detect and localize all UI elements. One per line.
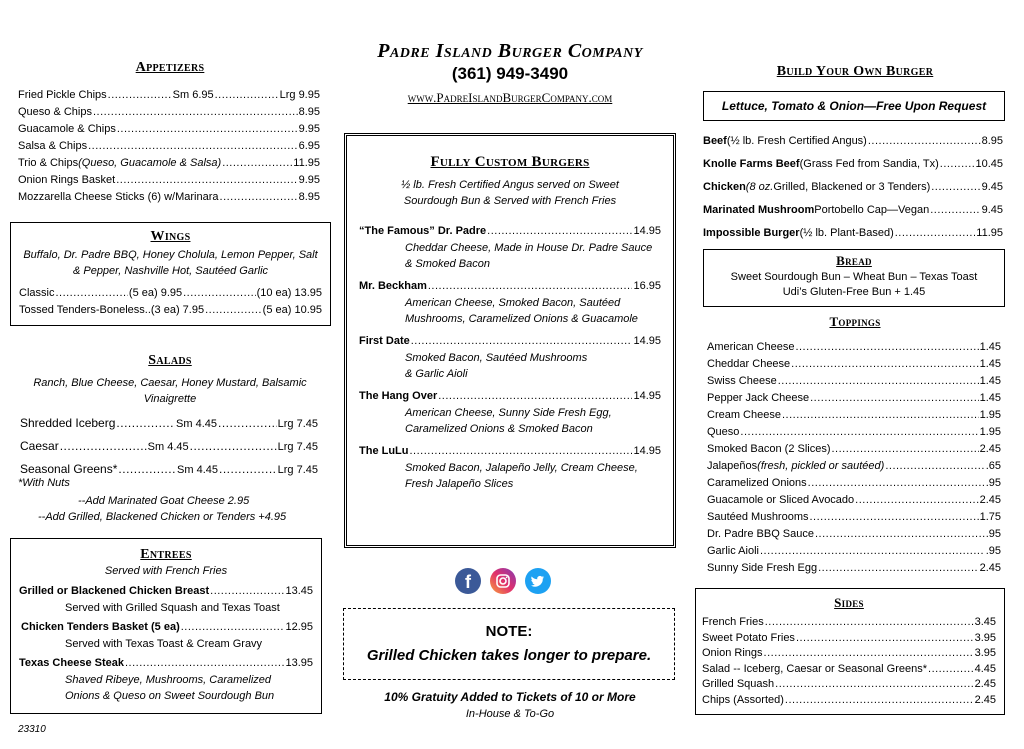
byob-banner: Lettuce, Tomato & Onion—Free Upon Request (703, 91, 1005, 121)
custom-burgers-title: Fully Custom Burgers (430, 154, 590, 170)
bread-gluten-free: Udi’s Gluten-Free Bun + 1.45 (782, 286, 926, 298)
list-item: Garlic Aioli ..... .95 (707, 543, 1001, 560)
sides-list (702, 615, 996, 708)
list-item: Caesar ..... Sm 4.45 ..... Lrg 7.45 (20, 435, 318, 458)
list-item: Guacamole & Chips ..... 9.95 (18, 121, 320, 138)
list-item: Dr. Padre BBQ Sauce ..... .95 (707, 526, 1001, 543)
bread-title: Bread (836, 253, 872, 268)
list-item: Sautéed Mushrooms ..... 1.75 (707, 509, 1001, 526)
burger-item: The Hang Over ..... 14.95 American Cheese, Sunny Side Fresh Egg, Caramelized Onions & Smoked Bacon (359, 388, 661, 437)
gratuity-subline: In-House & To-Go (465, 708, 555, 720)
list-item: Salsa & Chips ..... 6.95 (18, 138, 320, 155)
wings-title: Wings (150, 229, 191, 244)
note-box (343, 608, 675, 680)
list-item: Shredded Iceberg ..... Sm 4.45 ..... Lrg 7.45 (20, 412, 318, 435)
list-item: Grilled or Blackened Chicken Breast ..... 13.45 (19, 583, 313, 600)
list-item: American Cheese ..... 1.45 (707, 339, 1001, 356)
burger-item: “The Famous” Dr. Padre ..... 14.95 Cheddar Cheese, Made in House Dr. Padre Sauce & Smoked Bacon (359, 223, 661, 272)
toppings-list (707, 339, 1001, 577)
burger-item: First Date ..... 14.95 Smoked Bacon, Sautéed Mushrooms & Garlic Aioli (359, 333, 661, 382)
entree-desc: Onions & Queso on Sweet Sourdough Bun (65, 690, 275, 702)
list-item: Sweet Potato Fries ..... 3.95 (702, 631, 996, 647)
appetizers-list (18, 87, 320, 206)
list-item: Chips (Assorted) ..... 2.45 (702, 693, 996, 709)
list-item: Swiss Cheese ..... 1.45 (707, 373, 1001, 390)
list-item: Tossed Tenders-Boneless.. (3 ea) 7.95 ..... (5 ea) 10.95 (19, 302, 322, 319)
salads-addon-goat: --Add Marinated Goat Cheese 2.95 (78, 495, 250, 507)
list-item: Jalapeños (fresh, pickled or sautéed) ..... .65 (707, 458, 1001, 475)
appetizers-title: Appetizers (135, 60, 205, 75)
phone-number: (361) 949-3490 (451, 64, 569, 83)
sides-title: Sides (834, 595, 864, 610)
custom-burgers-intro: ½ lb. Fresh Certified Angus served on Sweet (401, 179, 619, 191)
twitter-icon[interactable] (525, 568, 551, 594)
bread-box (703, 249, 1005, 307)
list-item: Seasonal Greens* ..... Sm 4.45 ..... Lrg 7.45 (20, 458, 318, 481)
note-title: NOTE: (485, 623, 533, 640)
list-item: Chicken (8 oz. Grilled, Blackened or 3 Tenders) ..... 9.45 (703, 176, 1003, 199)
salads-title: Salads (148, 353, 192, 368)
entrees-box (10, 538, 322, 714)
byob-list (703, 130, 1003, 245)
entree-desc: Shaved Ribeye, Mushrooms, Caramelized (65, 674, 272, 686)
list-item: Pepper Jack Cheese ..... 1.45 (707, 390, 1001, 407)
list-item: Queso & Chips ..... 8.95 (18, 104, 320, 121)
list-item: Onion Rings ..... 3.95 (702, 646, 996, 662)
entrees-subtitle: Served with French Fries (104, 565, 228, 577)
list-item: Chicken Tenders Basket (5 ea) ..... 12.95 (19, 619, 313, 636)
list-item: Impossible Burger (½ lb. Plant-Based) ..... 11.95 (703, 222, 1003, 245)
list-item: Knolle Farms Beef (Grass Fed from Sandia, Tx) ..... 10.45 (703, 153, 1003, 176)
list-item: Salad -- Iceberg, Caesar or Seasonal Greens* ..... 4.45 (702, 662, 996, 678)
entrees-title: Entrees (140, 547, 192, 562)
list-item: Fried Pickle Chips ..... Sm 6.95 ..... Lrg 9.95 (18, 87, 320, 104)
wings-box (10, 222, 331, 326)
custom-burgers-intro: Sourdough Bun & Served with French Fries (403, 195, 617, 207)
list-item: Cream Cheese ..... 1.95 (707, 407, 1001, 424)
instagram-icon[interactable] (490, 568, 516, 594)
list-item: Smoked Bacon (2 Slices) ..... 2.45 (707, 441, 1001, 458)
list-item: Texas Cheese Steak ..... 13.95 (19, 655, 313, 672)
gratuity-line: 10% Gratuity Added to Tickets of 10 or More (384, 690, 636, 704)
entree-desc: Served with Texas Toast & Cream Gravy (65, 638, 263, 650)
burger-item: The LuLu ..... 14.95 Smoked Bacon, Jalapeño Jelly, Cream Cheese, Fresh Jalapeño Slices (359, 443, 661, 492)
note-text: Grilled Chicken takes longer to prepare. (366, 647, 652, 664)
list-item: Classic ..... (5 ea) 9.95 ..... (10 ea) 13.95 (19, 285, 322, 302)
toppings-title: Toppings (829, 314, 881, 329)
byob-title: Build Your Own Burger (776, 64, 934, 79)
entree-desc: Served with Grilled Squash and Texas Toast (65, 602, 280, 614)
website-link[interactable]: www.PadreIslandBurgerCompany.com (407, 90, 613, 105)
salads-list (20, 412, 318, 481)
facebook-icon[interactable]: f (455, 568, 481, 594)
list-item: Mozzarella Cheese Sticks (6) w/Marinara ..... 8.95 (18, 189, 320, 206)
wings-sauces: Buffalo, Dr. Padre BBQ, Honey Cholula, Lemon Pepper, Salt & Pepper, Nashville Hot, Sautéed Garlic (23, 249, 318, 277)
list-item: Queso ..... 1.95 (707, 424, 1001, 441)
footer-code: 23310 (18, 724, 46, 735)
list-item: Trio & Chips (Queso, Guacamole & Salsa) ..... 11.95 (18, 155, 320, 172)
list-item: Sunny Side Fresh Egg ..... 2.45 (707, 560, 1001, 577)
sides-box (695, 588, 1005, 715)
burger-item: Mr. Beckham ..... 16.95 American Cheese, Smoked Bacon, Sautéed Mushrooms, Caramelized Onions & Guacamole (359, 278, 661, 327)
custom-burgers-box (344, 133, 676, 548)
salads-footnote: *With Nuts (18, 477, 70, 489)
company-name: Padre Island Burger Company (377, 40, 643, 62)
list-item: Caramelized Onions ..... .95 (707, 475, 1001, 492)
salads-addon-chicken: --Add Grilled, Blackened Chicken or Tenders +4.95 (38, 511, 287, 523)
list-item: Onion Rings Basket ..... 9.95 (18, 172, 320, 189)
bread-options: Sweet Sourdough Bun – Wheat Bun – Texas Toast (730, 271, 978, 283)
list-item: Beef (½ lb. Fresh Certified Angus) ..... 8.95 (703, 130, 1003, 153)
list-item: Marinated Mushroom Portobello Cap—Vegan ..... 9.45 (703, 199, 1003, 222)
list-item: Cheddar Cheese ..... 1.45 (707, 356, 1001, 373)
list-item: French Fries ..... 3.45 (702, 615, 996, 631)
salads-dressings: Ranch, Blue Cheese, Caesar, Honey Mustard, Balsamic Vinaigrette (33, 377, 307, 405)
list-item: Grilled Squash ..... 2.45 (702, 677, 996, 693)
list-item: Guacamole or Sliced Avocado ..... 2.45 (707, 492, 1001, 509)
